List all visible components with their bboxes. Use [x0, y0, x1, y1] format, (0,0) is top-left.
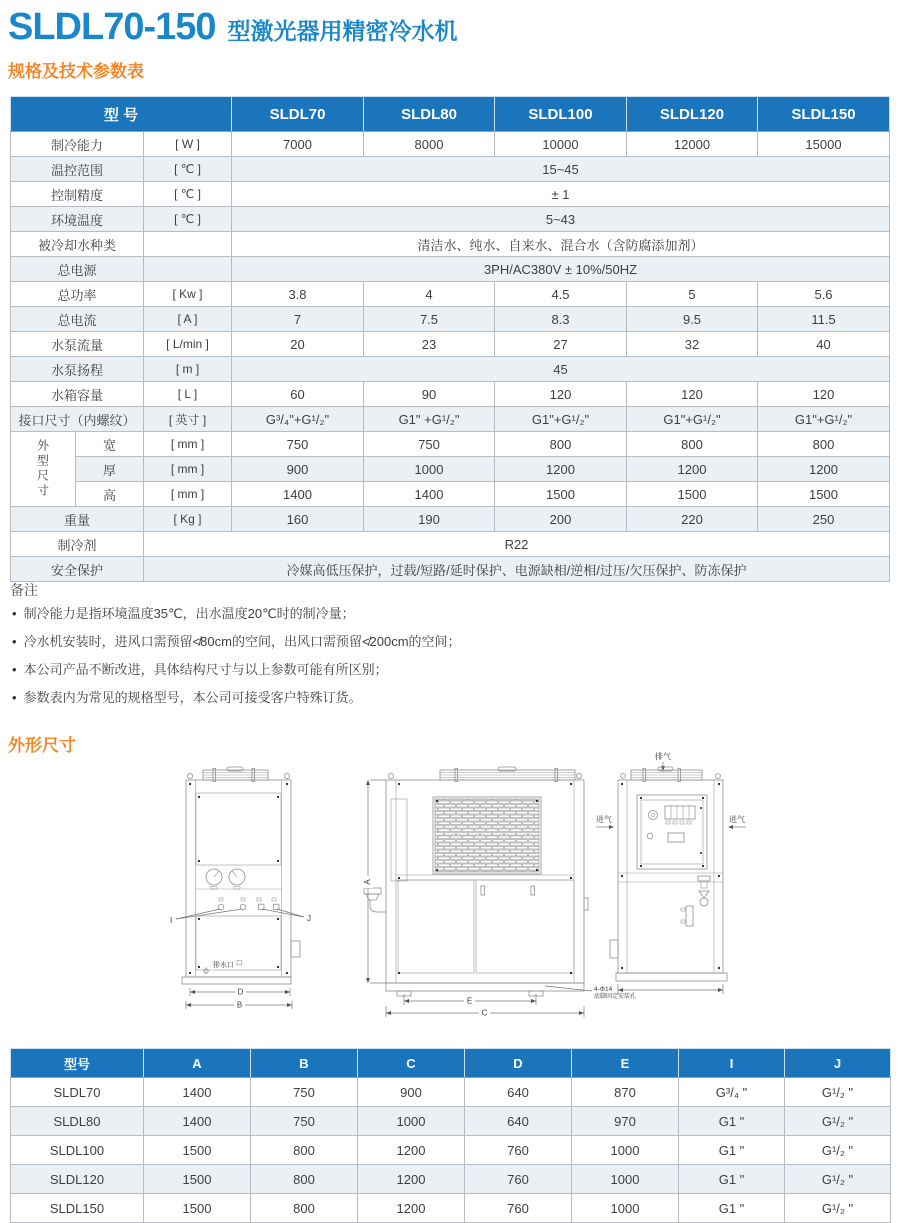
- spec-table-header: [11, 97, 890, 132]
- spec-row-label: 水泵流量: [11, 332, 144, 357]
- back-fan-assembly: [631, 767, 702, 782]
- spec-cell-value: 15000: [758, 132, 890, 157]
- spec-row-unit: [ Kw ]: [144, 282, 232, 307]
- lifting-eye-icon: [621, 774, 626, 779]
- spec-row: [11, 157, 890, 182]
- spec-cell-value: 20: [232, 332, 364, 357]
- exhaust-label: 排气: [655, 752, 671, 761]
- dimension-cell: G1 ": [679, 1107, 785, 1136]
- spec-row-label: 温控范围: [11, 157, 144, 182]
- spec-merged-value: 15~45: [232, 157, 890, 182]
- spec-cell-value: 7.5: [364, 307, 495, 332]
- spec-header-sldl100: SLDL100: [495, 97, 627, 132]
- dimension-header-E: E: [572, 1049, 679, 1078]
- dimension-cell: G1 ": [679, 1136, 785, 1165]
- spec-header-sldl150: SLDL150: [758, 97, 890, 132]
- spec-cell-value: 1400: [364, 482, 495, 507]
- spec-cell-value: 7000: [232, 132, 364, 157]
- intake-left-label: 进气: [596, 815, 612, 824]
- spec-cell-value: G1"+G¹/₂": [495, 407, 627, 432]
- spec-row-unit: [144, 257, 232, 282]
- front-cabinet: [186, 780, 291, 977]
- spec-cell-value: 8000: [364, 132, 495, 157]
- spec-merged-value: 5~43: [232, 207, 890, 232]
- dimension-b: [186, 1000, 292, 1010]
- dimension-table: [10, 1048, 891, 1223]
- panel-button: [687, 821, 691, 824]
- note-item: • 制冷能力是指环境温度35℃，出水温度20℃时的制冷量；: [12, 600, 461, 628]
- dimension-cell: G¹/₂ ": [785, 1165, 891, 1194]
- dimension-cell: 750: [251, 1107, 358, 1136]
- spec-row: [11, 432, 890, 457]
- dimension-table-header: [11, 1049, 891, 1078]
- spec-row-label: 环境温度: [11, 207, 144, 232]
- spec-cell-value: 900: [232, 457, 364, 482]
- page-title: [8, 6, 458, 49]
- spec-row: [11, 507, 890, 532]
- spec-row-label: 被冷却水种类: [11, 232, 144, 257]
- dimension-header-型号: 型号: [11, 1049, 144, 1078]
- spec-row-label: 重量: [11, 507, 144, 532]
- dimension-cell: G³/₄ ": [679, 1078, 785, 1107]
- spec-cell-value: 1200: [758, 457, 890, 482]
- spec-row-unit: [144, 232, 232, 257]
- dimension-cell: G¹/₂ ": [785, 1078, 891, 1107]
- spec-row-unit: [ L ]: [144, 382, 232, 407]
- spec-row: [11, 407, 890, 432]
- spec-cell-value: 4.5: [495, 282, 627, 307]
- spec-cell-value: 90: [364, 382, 495, 407]
- spec-cell-value: 11.5: [758, 307, 890, 332]
- spec-table: [10, 96, 890, 582]
- spec-header-model: 型 号: [11, 97, 232, 132]
- spec-cell-value: 32: [627, 332, 758, 357]
- dimension-row: [11, 1078, 891, 1107]
- dimension-cell: 800: [251, 1194, 358, 1223]
- front-fan-assembly: [203, 767, 268, 782]
- dimension-a: [362, 780, 386, 983]
- spec-row-label: 水箱容量: [11, 382, 144, 407]
- spec-cell-value: 8.3: [495, 307, 627, 332]
- spec-cell-value: 5: [627, 282, 758, 307]
- dimension-table-body: [11, 1078, 891, 1223]
- panel-gauge-icon: [649, 811, 658, 820]
- dimension-d-label: D: [237, 987, 244, 997]
- spec-cell-value: G1"+G¹/₂": [758, 407, 890, 432]
- dimension-header-B: B: [251, 1049, 358, 1078]
- spec-merged-value: R22: [144, 532, 890, 557]
- note-item: • 参数表内为常见的规格型号，本公司可接受客户特殊订货。: [12, 684, 461, 712]
- back-base: [616, 973, 727, 981]
- lifting-eye-icon: [716, 774, 721, 779]
- spec-row: [11, 132, 890, 157]
- front-view-drawing: [170, 767, 311, 1010]
- spec-row-label: 高: [76, 482, 144, 507]
- dimension-cell: 1200: [358, 1136, 465, 1165]
- spec-row-label: 制冷剂: [11, 532, 144, 557]
- dimension-cell: 1000: [572, 1165, 679, 1194]
- dimension-cell: G¹/₂ ": [785, 1194, 891, 1223]
- spec-merged-value: ± 1: [232, 182, 890, 207]
- spec-cell-value: 750: [364, 432, 495, 457]
- spec-cell-value: 800: [627, 432, 758, 457]
- spec-group-label: 外型尺寸: [11, 432, 76, 507]
- note-item: • 冷水机安装时，进风口需预留≮80cm的空间，出风口需预留≮200cm的空间；: [12, 628, 461, 656]
- water-connections: [218, 898, 279, 910]
- spec-cell-value: 800: [758, 432, 890, 457]
- spec-cell-value: G³/₄"+G¹/₂": [232, 407, 364, 432]
- spec-cell-value: 120: [758, 382, 890, 407]
- spec-row: [11, 532, 890, 557]
- dimension-c: [386, 1006, 584, 1018]
- spec-row: [11, 482, 890, 507]
- pressure-gauge-icon: [229, 869, 245, 889]
- port-label-i: I: [170, 916, 173, 925]
- spec-cell-value: 60: [232, 382, 364, 407]
- dimension-row: [11, 1194, 891, 1223]
- spec-cell-value: 1400: [232, 482, 364, 507]
- dimension-cell: 1000: [358, 1107, 465, 1136]
- spec-header-sldl120: SLDL120: [627, 97, 758, 132]
- spec-cell-value: 1200: [495, 457, 627, 482]
- dimension-header-J: J: [785, 1049, 891, 1078]
- control-panel: [637, 795, 707, 869]
- spec-row-unit: [ ℃ ]: [144, 182, 232, 207]
- side-view-drawing: [362, 767, 636, 1018]
- spec-row-label: 接口尺寸（内螺纹）: [11, 407, 144, 432]
- spec-merged-value: 3PH/AC380V ± 10%/50HZ: [232, 257, 890, 282]
- spec-row: [11, 457, 890, 482]
- door-handle-icon: [531, 886, 535, 895]
- pressure-gauge-icon: [206, 869, 222, 889]
- foot-hole-note-line2: 底脚固定安装孔: [594, 994, 637, 1000]
- drain-port: [204, 960, 242, 974]
- dimension-header-C: C: [358, 1049, 465, 1078]
- outline-section-heading: 外形尺寸: [8, 736, 76, 755]
- spec-row-label: 制冷能力: [11, 132, 144, 157]
- spec-row: [11, 357, 890, 382]
- dimension-row: [11, 1107, 891, 1136]
- spec-cell-value: 3.8: [232, 282, 364, 307]
- spec-row: [11, 207, 890, 232]
- spec-cell-value: G1" +G¹/₂": [364, 407, 495, 432]
- front-upper-panel: [196, 793, 281, 865]
- spec-cell-value: 7: [232, 307, 364, 332]
- spec-cell-value: 40: [758, 332, 890, 357]
- spec-section-heading: 规格及技术参数表: [8, 62, 144, 81]
- dimension-cell: 970: [572, 1107, 679, 1136]
- sight-glass: [681, 906, 693, 926]
- spec-cell-value: 750: [232, 432, 364, 457]
- dimension-cell: 800: [251, 1165, 358, 1194]
- dimension-cell: 640: [465, 1107, 572, 1136]
- side-door-left: [398, 880, 474, 973]
- spec-cell-value: 160: [232, 507, 364, 532]
- spec-row-unit: [ ℃ ]: [144, 157, 232, 182]
- dimension-header-I: I: [679, 1049, 785, 1078]
- spec-row: [11, 307, 890, 332]
- spec-cell-value: 1500: [495, 482, 627, 507]
- dimension-cell: 760: [465, 1194, 572, 1223]
- spec-row-label: 安全保护: [11, 557, 144, 582]
- dimension-cell: 1400: [144, 1107, 251, 1136]
- panel-button: [680, 821, 684, 824]
- spec-header-sldl70: SLDL70: [232, 97, 364, 132]
- foot-hole-note: [545, 986, 636, 1000]
- dimension-cell: 1500: [144, 1165, 251, 1194]
- spec-row: [11, 332, 890, 357]
- spec-row-unit: [ mm ]: [144, 432, 232, 457]
- front-base: [182, 977, 291, 984]
- side-fan-assembly: [440, 767, 575, 782]
- lifting-eye-icon: [187, 773, 192, 778]
- dimension-cell: 750: [251, 1078, 358, 1107]
- screw-dots: [189, 783, 288, 974]
- temperature-display: [665, 806, 695, 819]
- panel-button: [666, 821, 670, 824]
- dimension-e: [404, 994, 536, 1006]
- spec-row: [11, 257, 890, 282]
- spec-row: [11, 557, 890, 582]
- door-handle-icon: [481, 886, 485, 895]
- spec-row-label: 控制精度: [11, 182, 144, 207]
- spec-cell-value: 190: [364, 507, 495, 532]
- spec-row: [11, 182, 890, 207]
- drain-port-label: 排水口: [213, 962, 234, 969]
- back-bottom-dimension: [618, 984, 723, 994]
- dimension-cell: SLDL70: [11, 1078, 144, 1107]
- spec-merged-value: 冷媒高低压保护，过载/短路/延时保护、电源缺相/逆相/过压/欠压保护、防冻保护: [144, 557, 890, 582]
- spec-cell-value: 1500: [758, 482, 890, 507]
- spec-cell-value: 1500: [627, 482, 758, 507]
- dimension-e-label: E: [466, 996, 473, 1006]
- spec-row-unit: [ ℃ ]: [144, 207, 232, 232]
- spec-row: [11, 282, 890, 307]
- outline-drawings: [0, 748, 900, 1028]
- intake-right-label: 进气: [729, 815, 745, 824]
- lifting-eye-icon: [388, 773, 393, 778]
- dimension-cell: 900: [358, 1078, 465, 1107]
- valve-fitting: [698, 876, 710, 906]
- spec-cell-value: G1"+G¹/₂": [627, 407, 758, 432]
- spec-row-unit: [ mm ]: [144, 482, 232, 507]
- dimension-cell: 1500: [144, 1136, 251, 1165]
- spec-cell-value: 120: [627, 382, 758, 407]
- spec-row-unit: [ A ]: [144, 307, 232, 332]
- spec-header-sldl80: SLDL80: [364, 97, 495, 132]
- dimension-cell: 870: [572, 1078, 679, 1107]
- spec-row: [11, 382, 890, 407]
- dimension-row: [11, 1165, 891, 1194]
- spec-cell-value: 23: [364, 332, 495, 357]
- dimension-cell: 1000: [572, 1194, 679, 1223]
- dimension-d: [190, 987, 290, 997]
- dimension-cell: 640: [465, 1078, 572, 1107]
- spec-cell-value: 1000: [364, 457, 495, 482]
- dimension-cell: 1000: [572, 1136, 679, 1165]
- spec-merged-value: 45: [232, 357, 890, 382]
- spec-row-label: 宽: [76, 432, 144, 457]
- spec-row-label: 总功率: [11, 282, 144, 307]
- spec-header-row: [11, 97, 890, 132]
- spec-table-body: [11, 132, 890, 582]
- notes-list: [12, 600, 461, 712]
- spec-cell-value: 10000: [495, 132, 627, 157]
- spec-row-unit: [ mm ]: [144, 457, 232, 482]
- spec-row-label: 总电源: [11, 257, 144, 282]
- panel-button: [673, 821, 677, 824]
- spec-row-label: 厚: [76, 457, 144, 482]
- dimension-cell: SLDL120: [11, 1165, 144, 1194]
- dimension-c-label: C: [481, 1008, 488, 1018]
- dimension-cell: 760: [465, 1136, 572, 1165]
- spec-cell-value: 27: [495, 332, 627, 357]
- notes-heading: 备注: [10, 582, 38, 598]
- port-label-j: J: [307, 914, 311, 923]
- side-door-right: [476, 880, 574, 973]
- spec-row-unit: [ 英寸 ]: [144, 407, 232, 432]
- spec-merged-value: 清洁水、纯水、自来水、混合水（含防腐添加剂）: [232, 232, 890, 257]
- dimension-cell: SLDL80: [11, 1107, 144, 1136]
- spec-cell-value: 800: [495, 432, 627, 457]
- foot-hole-note-line1: 4-Φ14: [594, 986, 613, 993]
- dimension-cell: 1500: [144, 1194, 251, 1223]
- dimension-cell: 760: [465, 1165, 572, 1194]
- spec-row-unit: [ W ]: [144, 132, 232, 157]
- dimension-cell: G¹/₂ ": [785, 1136, 891, 1165]
- note-item: • 本公司产品不断改进，具体结构尺寸与以上参数可能有所区别；: [12, 656, 461, 684]
- spec-row-unit: [ L/min ]: [144, 332, 232, 357]
- spec-row-unit: [ m ]: [144, 357, 232, 382]
- dimension-cell: 1200: [358, 1194, 465, 1223]
- spec-cell-value: 120: [495, 382, 627, 407]
- dimension-header-A: A: [144, 1049, 251, 1078]
- dimension-cell: G¹/₂ ": [785, 1107, 891, 1136]
- spec-row-label: 水泵扬程: [11, 357, 144, 382]
- spec-cell-value: 12000: [627, 132, 758, 157]
- dimension-header-D: D: [465, 1049, 572, 1078]
- dimension-cell: G1 ": [679, 1194, 785, 1223]
- spec-row: [11, 232, 890, 257]
- back-view-drawing: [596, 751, 746, 994]
- dimension-cell: SLDL150: [11, 1194, 144, 1223]
- spec-cell-value: 220: [627, 507, 758, 532]
- lifting-eye-icon: [576, 773, 581, 778]
- ventilation-grille: [433, 797, 541, 874]
- dimension-cell: 1200: [358, 1165, 465, 1194]
- lifting-eye-icon: [284, 773, 289, 778]
- spec-cell-value: 200: [495, 507, 627, 532]
- water-filler: [364, 888, 386, 912]
- dimension-cell: 800: [251, 1136, 358, 1165]
- page-title-suffix: 型激光器用精密冷水机: [227, 18, 458, 44]
- front-lower-panel: [196, 916, 281, 970]
- dimension-row: [11, 1136, 891, 1165]
- spec-cell-value: 1200: [627, 457, 758, 482]
- spec-cell-value: 5.6: [758, 282, 890, 307]
- page-title-model: SLDL70-150: [8, 6, 216, 48]
- dimension-a-label: A: [363, 879, 372, 885]
- spec-cell-value: 4: [364, 282, 495, 307]
- dimension-header-row: [11, 1049, 891, 1078]
- dimension-b-label: B: [236, 1000, 243, 1010]
- spec-row-unit: [ Kg ]: [144, 507, 232, 532]
- spec-cell-value: 250: [758, 507, 890, 532]
- dimension-cell: G1 ": [679, 1165, 785, 1194]
- dimension-cell: SLDL100: [11, 1136, 144, 1165]
- spec-row-label: 总电流: [11, 307, 144, 332]
- spec-cell-value: 9.5: [627, 307, 758, 332]
- dimension-cell: 1400: [144, 1078, 251, 1107]
